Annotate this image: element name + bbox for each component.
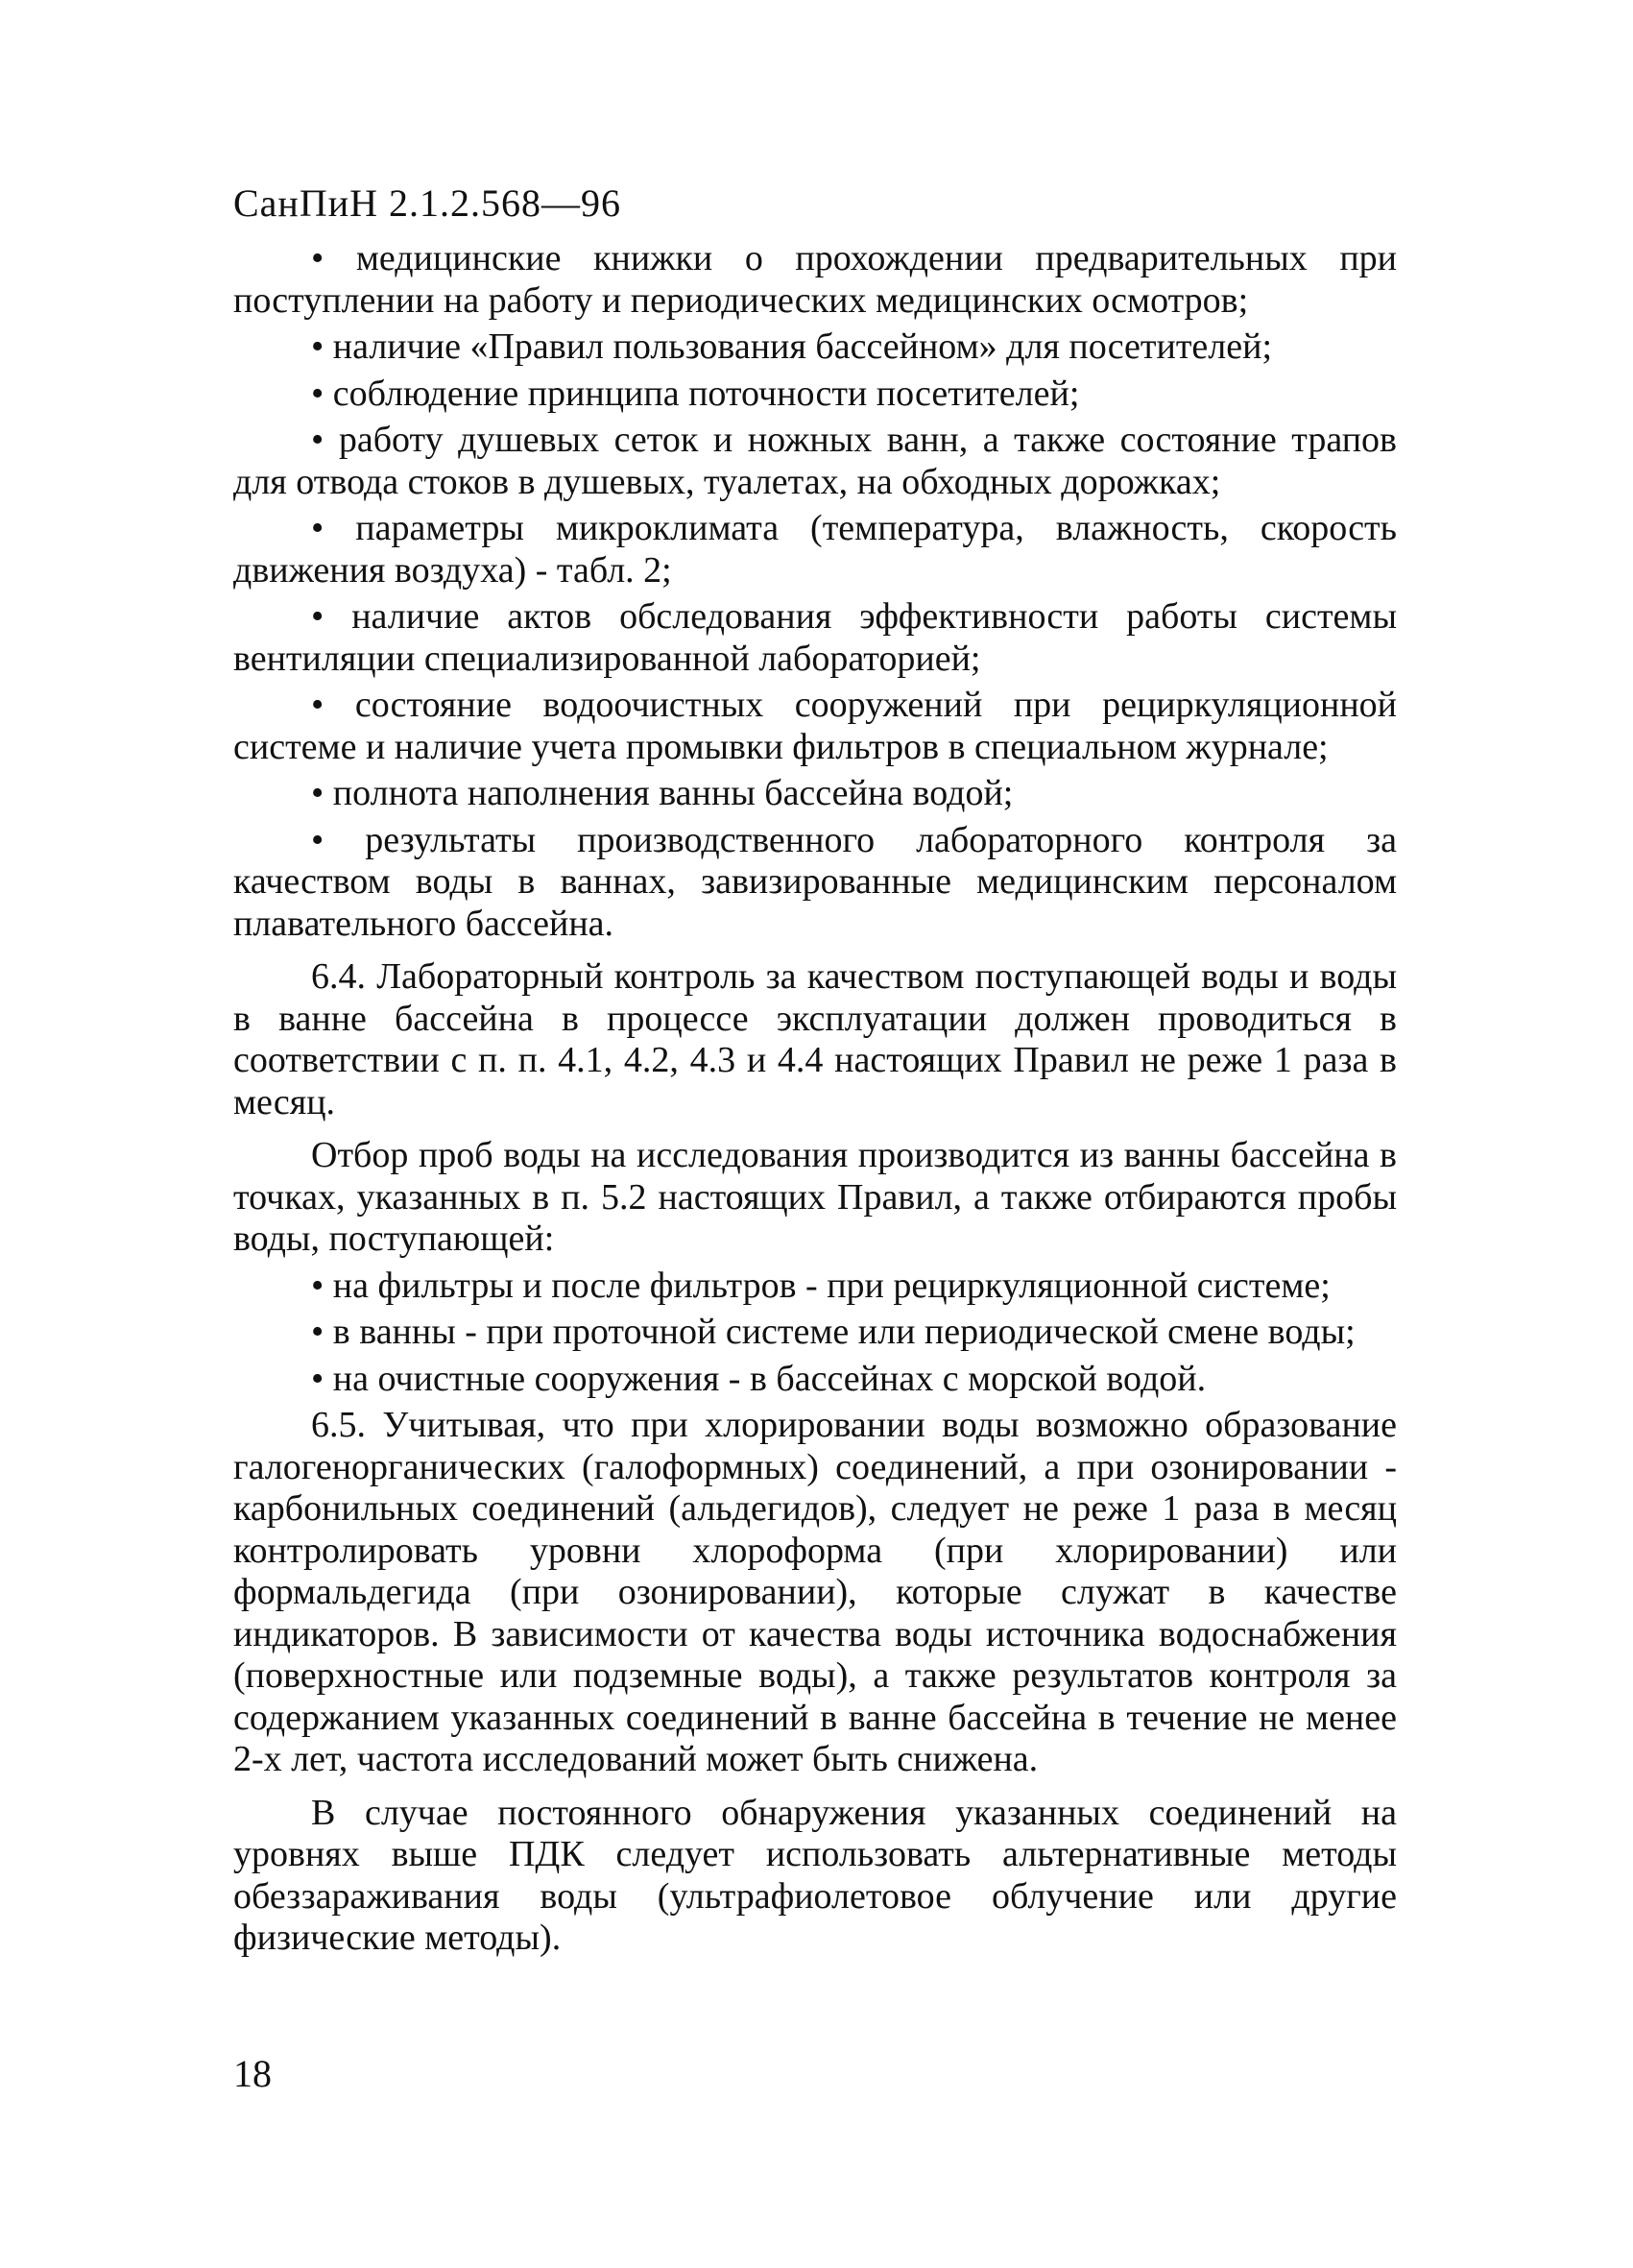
paragraph-ventilation: • наличие актов обследования эффективности работы системы вентиляции специализированной лабораторией; — [233, 596, 1397, 679]
paragraph-lab-results: • результаты производственного лабораторного контроля за качеством воды в ваннах, завизированные медицинским персоналом плавательного бассейна. — [233, 819, 1397, 944]
page-number: 18 — [233, 2052, 272, 2095]
paragraph-water-treatment: • состояние водоочистных сооружений при рециркуляционной системе и наличие учета промывки фильтров в специальном журнале; — [233, 685, 1397, 767]
paragraph-pool-filling: • полнота наполнения ванны бассейна водой; — [311, 773, 1014, 813]
paragraph-baths: • в ванны - при проточной системе или периодической смене воды; — [311, 1312, 1356, 1352]
paragraph-section-6-4: 6.4. Лабораторный контроль за качеством поступающей воды и воды в ванне бассейна в процессе эксплуатации должен проводиться в соответствии с п. п. 4.1, 4.2, 4.3 и 4.4 настоящих Правил не реже 1 раза в месяц. — [233, 956, 1397, 1122]
paragraph-pool-rules: • наличие «Правил пользования бассейном» для посетителей; — [311, 326, 1273, 367]
paragraph-showers-drains: • работу душевых сеток и ножных ванн, а также состояние трапов для отвода стоков в душевых, туалетах, на обходных дорожках; — [233, 420, 1397, 502]
paragraph-medical-books: • медицинские книжки о прохождении предварительных при поступлении на работу и периодических медицинских осмотров; — [233, 238, 1397, 321]
paragraph-visitor-flow: • соблюдение принципа поточности посетителей; — [311, 373, 1080, 414]
paragraph-filters: • на фильтры и после фильтров - при рециркуляционной системе; — [311, 1265, 1331, 1306]
paragraph-alternative-methods: В случае постоянного обнаружения указанных соединений на уровнях выше ПДК следует использовать альтернативные методы обеззараживания воды (ультрафиолетовое облучение или другие физические методы). — [233, 1792, 1397, 1958]
paragraph-microclimate: • параметры микроклимата (температура, влажность, скорость движения воздуха) - табл. 2; — [233, 508, 1397, 591]
running-header: СанПиН 2.1.2.568—96 — [233, 181, 622, 225]
document-body — [233, 238, 1397, 1960]
paragraph-section-6-5: 6.5. Учитывая, что при хлорировании воды возможно образование галогенорганических (галоформных) соединений, а при озонировании - карбонильных соединений (альдегидов), следует не реже 1 раза в месяц контролировать уровни хлороформа (при хлорировании) или формальдегида (при озонировании), которые служат в качестве индикаторов. В зависимости от качества воды источника водоснабжения (поверхностные или подземные воды), а также результатов контроля за содержанием указанных соединений в ванне бассейна в течение не менее 2-х лет, частота исследований может быть снижена. — [233, 1405, 1397, 1779]
paragraph-sampling: Отбор проб воды на исследования производится из ванны бассейна в точках, указанных в п. 5.2 настоящих Правил, а также отбираются пробы воды, поступающей: — [233, 1135, 1397, 1259]
paragraph-treatment-facilities: • на очистные сооружения - в бассейнах с морской водой. — [311, 1358, 1207, 1399]
